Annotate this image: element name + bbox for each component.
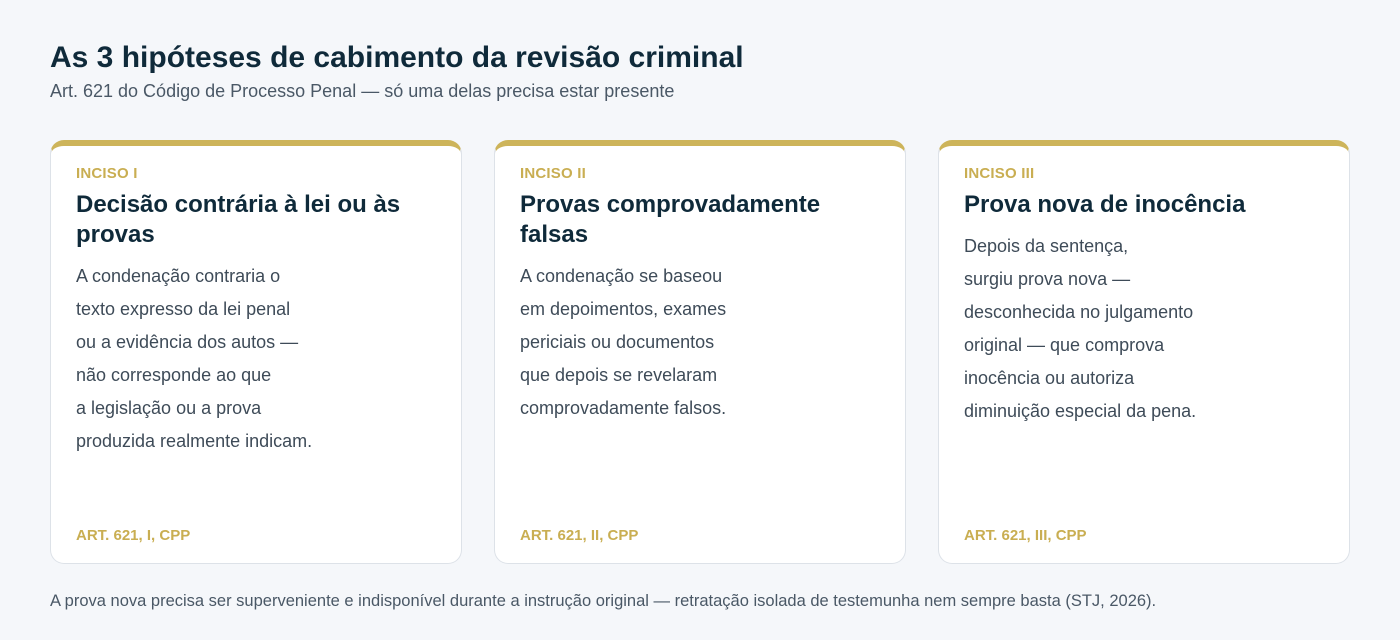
card-inciso-ii [494,140,906,564]
card-title: Decisão contrária à lei ou às provas [76,191,401,248]
card-label: INCISO II [520,165,586,182]
card-title: Provas comprovadamente falsas [520,191,821,248]
card-body-line: Depois da sentença, [964,236,1129,256]
card-title: Prova nova de inocência [964,191,1246,218]
card-body-line: A condenação contraria o [76,266,281,286]
card-body-line: que depois se revelaram [520,365,718,385]
card-body-line: periciais ou documentos [520,332,715,352]
card-reference: ART. 621, I, CPP [76,527,191,544]
page-title: As 3 hipóteses de cabimento da revisão criminal [50,41,744,74]
card-reference: ART. 621, III, CPP [964,527,1087,544]
card-body-line: produzida realmente indicam. [76,431,313,451]
page-subtitle: Art. 621 do Código de Processo Penal — só uma delas precisa estar presente [50,81,675,101]
card-body-line: surgiu prova nova — [964,269,1131,289]
card-body-line: comprovadamente falsos. [520,398,727,418]
card-label: INCISO I [76,165,138,182]
card-body-line: texto expresso da lei penal [76,299,291,319]
card-body [964,230,1324,428]
card-inciso-iii [938,140,1350,564]
card-body [76,260,436,458]
card-body [520,260,880,425]
card-label: INCISO III [964,165,1035,182]
card-body-line: não corresponde ao que [76,365,272,385]
hypotheses-cards [50,140,1352,561]
card-body-line: desconhecida no julgamento [964,302,1194,322]
card-body-line: diminuição especial da pena. [964,401,1197,421]
card-body-line: em depoimentos, exames [520,299,727,319]
card-body-line: A condenação se baseou [520,266,723,286]
card-body-line: a legislação ou a prova [76,398,262,418]
card-inciso-i [50,140,462,564]
card-reference: ART. 621, II, CPP [520,527,639,544]
card-body-line: ou a evidência dos autos — [76,332,299,352]
card-body-line: original — que comprova [964,335,1165,355]
footnote: A prova nova precisa ser superveniente e indisponível durante a instrução original — retratação isolada de testemunha nem sempre basta (STJ, 2026). [50,592,1157,610]
card-body-line: inocência ou autoriza [964,368,1135,388]
